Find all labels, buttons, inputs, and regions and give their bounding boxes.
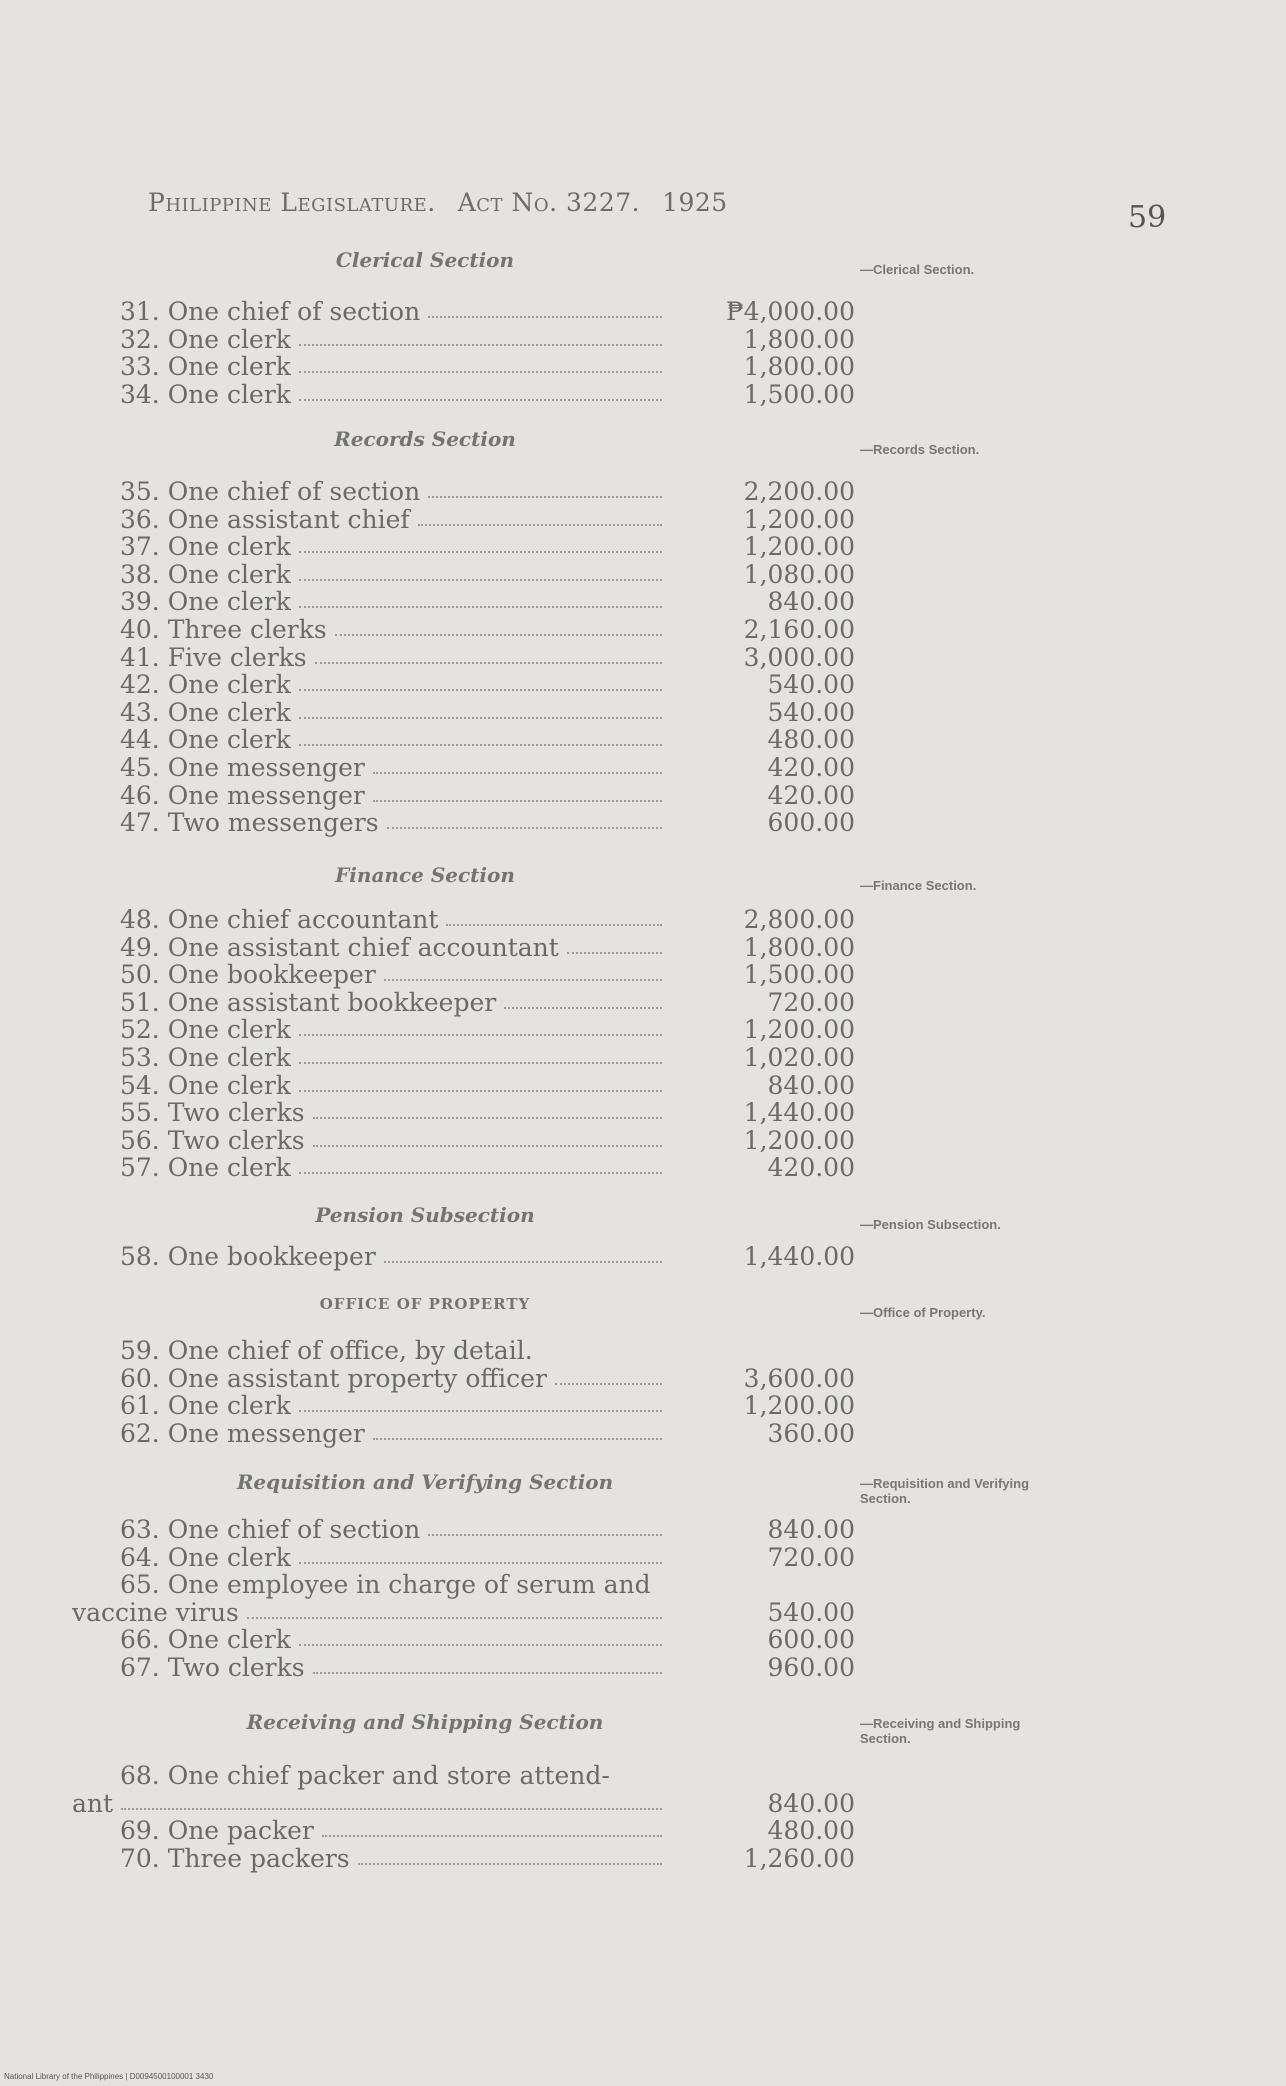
line-item: [120, 1516, 860, 1544]
item-label: 51. One assistant bookkeeper: [120, 987, 497, 1017]
item-label: 55. Two clerks: [120, 1098, 305, 1128]
dot-leader: [428, 496, 662, 498]
item-label: 38. One clerk: [120, 559, 291, 589]
item-label: 46. One messenger: [120, 780, 365, 810]
line-item: [120, 671, 860, 699]
dot-leader: [299, 344, 662, 346]
line-item: [120, 1392, 860, 1420]
dot-leader: [299, 744, 662, 746]
item-amount: 840.00: [767, 587, 855, 617]
line-item: [120, 1420, 860, 1448]
item-label: 41. Five clerks: [120, 642, 307, 672]
line-item: [120, 699, 860, 727]
dot-leader: [299, 371, 662, 373]
margin-note: —Records Section.: [860, 442, 980, 457]
item-label: 49. One assistant chief accountant: [120, 932, 559, 962]
line-item: [120, 934, 860, 962]
line-item: [120, 353, 860, 381]
dot-leader: [299, 1034, 662, 1036]
item-amount: 1,260.00: [743, 1843, 855, 1873]
header-year: 1925: [662, 188, 728, 217]
item-amount: 420.00: [767, 1153, 855, 1183]
item-label: 57. One clerk: [120, 1153, 291, 1183]
item-amount: 2,800.00: [743, 905, 855, 934]
item-amount: 600.00: [767, 1625, 855, 1655]
line-item-amount-row: [120, 1599, 860, 1627]
line-item: [120, 1817, 860, 1845]
item-label: 58. One bookkeeper: [120, 1242, 376, 1271]
dot-leader: [313, 1672, 662, 1674]
line-item: [120, 1243, 860, 1271]
item-label: 68. One chief packer and store attend-: [120, 1761, 610, 1790]
dot-leader: [299, 1090, 662, 1092]
section-title: Receiving and Shipping Section: [246, 1710, 604, 1734]
line-item: [120, 1654, 860, 1682]
item-label: 56. Two clerks: [120, 1125, 305, 1155]
line-item: [120, 1072, 860, 1100]
section-title: Clerical Section: [335, 248, 515, 272]
margin-note: —Clerical Section.: [860, 262, 975, 277]
item-amount: 1,800.00: [743, 352, 855, 382]
dot-leader: [313, 1117, 662, 1119]
item-label: 42. One clerk: [120, 670, 291, 700]
line-item: [120, 381, 860, 409]
dot-leader: [384, 1261, 662, 1263]
dot-leader: [299, 551, 662, 553]
item-label: 33. One clerk: [120, 352, 291, 382]
item-label: 45. One messenger: [120, 753, 365, 782]
line-item: [120, 1016, 860, 1044]
dot-leader: [387, 827, 662, 829]
item-amount: 3,000.00: [743, 642, 855, 672]
item-label-continuation: vaccine virus: [72, 1597, 239, 1627]
section-title: Requisition and Verifying Section: [236, 1470, 614, 1494]
item-amount: 420.00: [767, 753, 855, 782]
item-amount: 3,600.00: [743, 1363, 855, 1393]
item-amount: 1,500.00: [743, 960, 855, 990]
item-label: 47. Two messengers: [120, 808, 379, 838]
item-amount: 540.00: [767, 670, 855, 700]
line-item: [120, 989, 860, 1017]
item-amount: 1,200.00: [743, 504, 855, 534]
item-amount: 480.00: [767, 1816, 855, 1846]
item-amount: 1,020.00: [743, 1043, 855, 1072]
item-amount: 720.00: [767, 1542, 855, 1572]
dot-leader: [428, 1534, 662, 1536]
line-item: [120, 561, 860, 589]
section-title: OFFICE OF PROPERTY: [319, 1295, 531, 1313]
line-item: [120, 1154, 860, 1182]
item-amount: ₱4,000.00: [726, 297, 855, 326]
line-item: [120, 588, 860, 616]
dot-leader: [315, 662, 662, 664]
item-amount: 600.00: [767, 808, 855, 838]
section-title: Pension Subsection: [315, 1203, 535, 1227]
item-label: 32. One clerk: [120, 324, 291, 354]
item-label: 39. One clerk: [120, 587, 291, 617]
margin-note: —Pension Subsection.: [860, 1217, 1001, 1232]
line-item: [120, 1099, 860, 1127]
line-item: [120, 298, 860, 326]
dot-leader: [384, 979, 662, 981]
item-amount: 840.00: [767, 1515, 855, 1544]
line-item: [120, 326, 860, 354]
dot-leader: [313, 1145, 662, 1147]
dot-leader: [446, 924, 662, 926]
dot-leader: [567, 952, 662, 954]
item-label: 65. One employee in charge of serum and: [120, 1570, 651, 1600]
line-item: [120, 1571, 860, 1599]
item-amount: 540.00: [767, 1597, 855, 1627]
page-number: 59: [1128, 200, 1167, 235]
margin-note: —Finance Section.: [860, 878, 977, 893]
running-header: [148, 188, 728, 217]
item-label: 53. One clerk: [120, 1043, 291, 1072]
item-label: 34. One clerk: [120, 379, 291, 409]
item-amount: 360.00: [767, 1418, 855, 1448]
item-label: 50. One bookkeeper: [120, 960, 376, 990]
dot-leader: [428, 316, 662, 318]
line-item: [120, 1544, 860, 1572]
line-item: [120, 1365, 860, 1393]
item-amount: 1,080.00: [743, 559, 855, 589]
dot-leader: [299, 399, 662, 401]
line-item: [120, 809, 860, 837]
dot-leader: [358, 1863, 662, 1865]
item-amount: 960.00: [767, 1653, 855, 1682]
item-label: 36. One assistant chief: [120, 504, 410, 534]
dot-leader: [555, 1383, 662, 1385]
margin-note: —Office of Property.: [860, 1305, 986, 1320]
item-amount: 840.00: [767, 1070, 855, 1100]
line-item: [120, 1127, 860, 1155]
line-item: [120, 782, 860, 810]
item-label: 40. Three clerks: [120, 615, 327, 644]
dot-leader: [418, 524, 662, 526]
item-amount: 1,200.00: [743, 532, 855, 562]
line-item: [120, 726, 860, 754]
item-label: 64. One clerk: [120, 1542, 291, 1572]
item-amount: 720.00: [767, 987, 855, 1017]
line-item: [120, 644, 860, 672]
dot-leader: [299, 1562, 662, 1564]
item-label: 48. One chief accountant: [120, 905, 439, 934]
item-amount: 2,200.00: [743, 477, 855, 506]
line-item: [120, 1626, 860, 1654]
item-label: 31. One chief of section: [120, 297, 421, 326]
line-item: [120, 616, 860, 644]
dot-leader: [373, 800, 662, 802]
item-amount: 540.00: [767, 697, 855, 727]
dot-leader: [299, 606, 662, 608]
dot-leader: [299, 579, 662, 581]
dot-leader: [299, 717, 662, 719]
line-item: [120, 506, 860, 534]
item-amount: 1,200.00: [743, 1015, 855, 1045]
dot-leader: [299, 1644, 662, 1646]
header-title: Philippine Legislature.: [148, 188, 436, 217]
item-amount: 840.00: [767, 1788, 855, 1818]
line-item: [120, 1044, 860, 1072]
item-label: 37. One clerk: [120, 532, 291, 562]
dot-leader: [247, 1617, 662, 1619]
line-item: [120, 961, 860, 989]
item-label: 66. One clerk: [120, 1625, 291, 1655]
item-amount: 1,440.00: [743, 1242, 855, 1271]
dot-leader: [504, 1007, 662, 1009]
item-amount: 1,800.00: [743, 324, 855, 354]
item-label: 59. One chief of office, by detail.: [120, 1336, 533, 1365]
item-label: 63. One chief of section: [120, 1515, 421, 1544]
item-label: 52. One clerk: [120, 1015, 291, 1045]
item-label-continuation: ant: [72, 1788, 114, 1818]
dot-leader: [299, 1062, 662, 1064]
item-amount: 1,440.00: [743, 1098, 855, 1128]
section-title: Finance Section: [335, 863, 515, 887]
margin-note: —Receiving and Shipping Section.: [860, 1716, 1021, 1746]
item-label: 43. One clerk: [120, 697, 291, 727]
dot-leader: [121, 1808, 662, 1810]
item-amount: 1,800.00: [743, 932, 855, 962]
dot-leader: [299, 689, 662, 691]
margin-note: —Requisition and Verifying Section.: [860, 1476, 1030, 1506]
item-label: 35. One chief of section: [120, 477, 421, 506]
line-item: [120, 1762, 860, 1790]
line-item: [120, 1337, 860, 1365]
line-item-amount-row: [120, 1790, 860, 1818]
section-title: Records Section: [334, 427, 516, 451]
header-act: Act No. 3227.: [457, 188, 641, 217]
item-label: 54. One clerk: [120, 1070, 291, 1100]
line-item: [120, 754, 860, 782]
dot-leader: [299, 1410, 662, 1412]
dot-leader: [373, 772, 662, 774]
line-item: [120, 533, 860, 561]
dot-leader: [299, 1172, 662, 1174]
item-label: 67. Two clerks: [120, 1653, 305, 1682]
dot-leader: [335, 634, 662, 636]
footer-credit: National Library of the Philippines | D0094500100001 3430: [4, 2072, 214, 2081]
item-label: 62. One messenger: [120, 1418, 365, 1448]
line-item: [120, 906, 860, 934]
item-label: 69. One packer: [120, 1816, 314, 1846]
item-amount: 420.00: [767, 780, 855, 810]
item-amount: 1,200.00: [743, 1125, 855, 1155]
dot-leader: [322, 1835, 662, 1837]
item-amount: 2,160.00: [743, 615, 855, 644]
line-item: [120, 478, 860, 506]
item-label: 60. One assistant property officer: [120, 1363, 547, 1393]
dot-leader: [373, 1438, 662, 1440]
line-item: [120, 1845, 860, 1873]
item-amount: 1,200.00: [743, 1391, 855, 1421]
item-label: 44. One clerk: [120, 725, 291, 755]
item-amount: 1,500.00: [743, 379, 855, 409]
item-label: 70. Three packers: [120, 1843, 350, 1873]
item-label: 61. One clerk: [120, 1391, 291, 1421]
item-amount: 480.00: [767, 725, 855, 755]
